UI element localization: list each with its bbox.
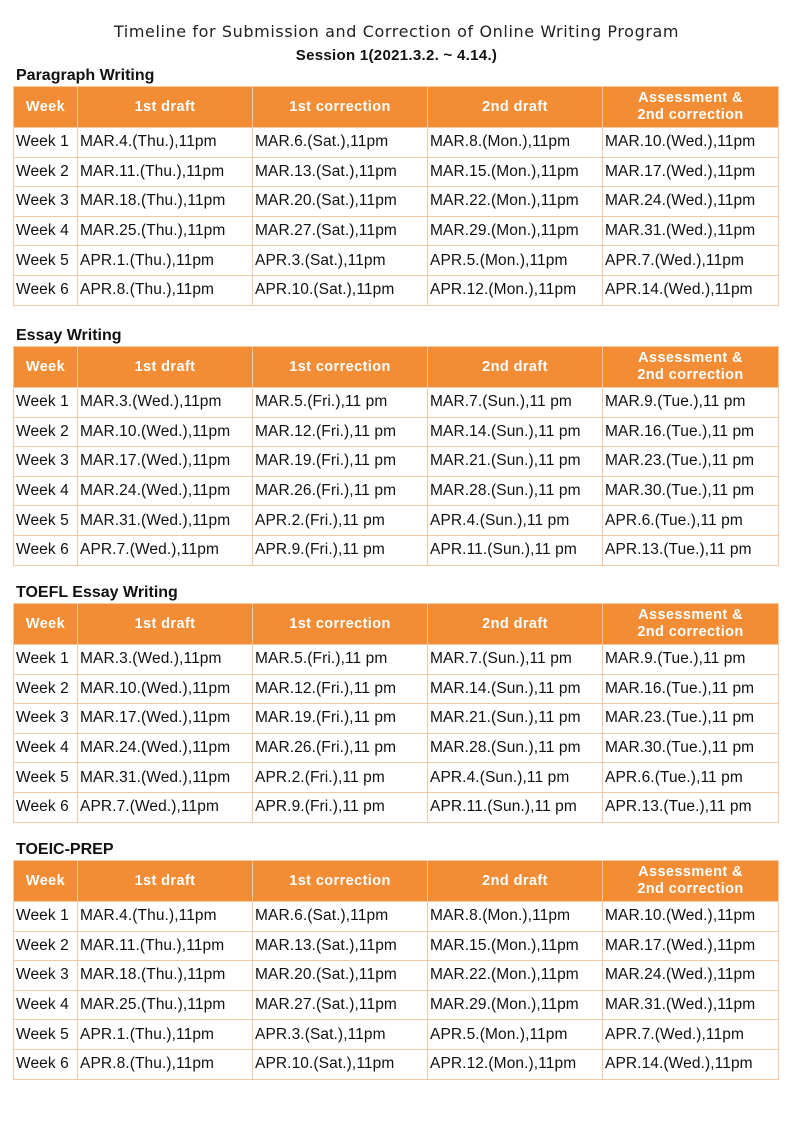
assessment-cell: MAR.10.(Wed.),11pm	[603, 902, 779, 932]
second-draft-cell: APR.11.(Sun.),11 pm	[428, 535, 603, 565]
assessment-header	[603, 347, 779, 388]
first-draft-cell: MAR.24.(Wed.),11pm	[78, 733, 253, 763]
table-row	[14, 645, 779, 675]
assessment-cell: APR.13.(Tue.),11 pm	[603, 792, 779, 822]
first-draft-cell: MAR.25.(Thu.),11pm	[78, 216, 253, 246]
first-correction-cell: APR.3.(Sat.),11pm	[253, 246, 428, 276]
first-correction-header: 1st correction	[253, 861, 428, 902]
second-draft-cell: APR.5.(Mon.),11pm	[428, 1020, 603, 1050]
assessment-header-line2: 2nd correction	[637, 624, 744, 640]
table-header-row	[14, 861, 779, 902]
second-draft-cell: APR.4.(Sun.),11 pm	[428, 506, 603, 536]
table-row	[14, 704, 779, 734]
second-draft-cell: MAR.29.(Mon.),11pm	[428, 990, 603, 1020]
table-header-row	[14, 87, 779, 128]
first-draft-cell: MAR.4.(Thu.),11pm	[78, 902, 253, 932]
table-row	[14, 535, 779, 565]
table-row	[14, 216, 779, 246]
second-draft-cell: MAR.14.(Sun.),11 pm	[428, 674, 603, 704]
first-correction-cell: MAR.5.(Fri.),11 pm	[253, 388, 428, 418]
week-cell: Week 4	[14, 990, 78, 1020]
second-draft-header: 2nd draft	[428, 347, 603, 388]
week-cell: Week 3	[14, 961, 78, 991]
first-draft-header: 1st draft	[78, 861, 253, 902]
second-draft-cell: MAR.21.(Sun.),11 pm	[428, 447, 603, 477]
first-draft-header: 1st draft	[78, 347, 253, 388]
first-draft-cell: MAR.18.(Thu.),11pm	[78, 961, 253, 991]
schedule-table	[13, 86, 779, 306]
section-title: TOEFL Essay Writing	[16, 584, 178, 601]
second-draft-cell: MAR.7.(Sun.),11 pm	[428, 645, 603, 675]
second-draft-cell: MAR.8.(Mon.),11pm	[428, 128, 603, 158]
second-draft-cell: APR.12.(Mon.),11pm	[428, 1049, 603, 1079]
section-title: TOEIC-PREP	[16, 841, 114, 858]
assessment-cell: MAR.16.(Tue.),11 pm	[603, 417, 779, 447]
assessment-cell: MAR.16.(Tue.),11 pm	[603, 674, 779, 704]
first-draft-cell: MAR.11.(Thu.),11pm	[78, 931, 253, 961]
second-draft-cell: MAR.28.(Sun.),11 pm	[428, 476, 603, 506]
second-draft-cell: MAR.21.(Sun.),11 pm	[428, 704, 603, 734]
table-row	[14, 187, 779, 217]
assessment-header-line2: 2nd correction	[637, 107, 744, 123]
assessment-cell: MAR.17.(Wed.),11pm	[603, 931, 779, 961]
first-correction-cell: MAR.12.(Fri.),11 pm	[253, 674, 428, 704]
second-draft-header: 2nd draft	[428, 861, 603, 902]
table-row	[14, 417, 779, 447]
second-draft-cell: MAR.14.(Sun.),11 pm	[428, 417, 603, 447]
first-draft-cell: APR.1.(Thu.),11pm	[78, 246, 253, 276]
first-draft-cell: APR.8.(Thu.),11pm	[78, 1049, 253, 1079]
second-draft-cell: APR.5.(Mon.),11pm	[428, 246, 603, 276]
second-draft-cell: MAR.29.(Mon.),11pm	[428, 216, 603, 246]
week-header: Week	[14, 347, 78, 388]
assessment-cell: MAR.23.(Tue.),11 pm	[603, 704, 779, 734]
week-header: Week	[14, 604, 78, 645]
first-draft-cell: APR.7.(Wed.),11pm	[78, 792, 253, 822]
assessment-header-line1: Assessment &	[638, 350, 743, 366]
second-draft-cell: MAR.7.(Sun.),11 pm	[428, 388, 603, 418]
first-correction-cell: MAR.27.(Sat.),11pm	[253, 990, 428, 1020]
first-draft-cell: MAR.25.(Thu.),11pm	[78, 990, 253, 1020]
table-row	[14, 763, 779, 793]
week-cell: Week 5	[14, 763, 78, 793]
assessment-header-line1: Assessment &	[638, 90, 743, 106]
table-row	[14, 674, 779, 704]
schedule-table	[13, 603, 779, 823]
section-title: Essay Writing	[16, 327, 122, 344]
week-cell: Week 4	[14, 476, 78, 506]
first-correction-cell: MAR.13.(Sat.),11pm	[253, 931, 428, 961]
assessment-cell: MAR.24.(Wed.),11pm	[603, 961, 779, 991]
first-correction-cell: MAR.20.(Sat.),11pm	[253, 187, 428, 217]
first-correction-cell: MAR.19.(Fri.),11 pm	[253, 704, 428, 734]
week-cell: Week 4	[14, 733, 78, 763]
second-draft-cell: APR.12.(Mon.),11pm	[428, 275, 603, 305]
first-draft-cell: MAR.3.(Wed.),11pm	[78, 388, 253, 418]
table-row	[14, 388, 779, 418]
first-correction-cell: MAR.12.(Fri.),11 pm	[253, 417, 428, 447]
week-cell: Week 1	[14, 902, 78, 932]
assessment-cell: MAR.10.(Wed.),11pm	[603, 128, 779, 158]
first-correction-cell: MAR.26.(Fri.),11 pm	[253, 733, 428, 763]
first-correction-cell: APR.9.(Fri.),11 pm	[253, 535, 428, 565]
assessment-header	[603, 861, 779, 902]
table-row	[14, 275, 779, 305]
first-draft-cell: MAR.10.(Wed.),11pm	[78, 417, 253, 447]
table-row	[14, 961, 779, 991]
first-draft-header: 1st draft	[78, 87, 253, 128]
second-draft-cell: MAR.28.(Sun.),11 pm	[428, 733, 603, 763]
week-cell: Week 3	[14, 704, 78, 734]
assessment-header	[603, 87, 779, 128]
week-cell: Week 1	[14, 128, 78, 158]
assessment-cell: APR.14.(Wed.),11pm	[603, 1049, 779, 1079]
assessment-cell: MAR.9.(Tue.),11 pm	[603, 645, 779, 675]
week-cell: Week 1	[14, 388, 78, 418]
first-draft-cell: MAR.31.(Wed.),11pm	[78, 506, 253, 536]
week-cell: Week 3	[14, 447, 78, 477]
first-correction-cell: MAR.6.(Sat.),11pm	[253, 902, 428, 932]
first-draft-cell: MAR.11.(Thu.),11pm	[78, 157, 253, 187]
schedule-table	[13, 860, 779, 1080]
assessment-cell: MAR.30.(Tue.),11 pm	[603, 476, 779, 506]
assessment-cell: APR.6.(Tue.),11 pm	[603, 506, 779, 536]
first-draft-cell: MAR.24.(Wed.),11pm	[78, 476, 253, 506]
week-cell: Week 6	[14, 1049, 78, 1079]
first-correction-header: 1st correction	[253, 87, 428, 128]
table-row	[14, 157, 779, 187]
first-draft-cell: MAR.3.(Wed.),11pm	[78, 645, 253, 675]
second-draft-cell: MAR.22.(Mon.),11pm	[428, 187, 603, 217]
assessment-header-line2: 2nd correction	[637, 881, 744, 897]
first-correction-cell: MAR.27.(Sat.),11pm	[253, 216, 428, 246]
table-row	[14, 931, 779, 961]
section-essay-writing	[13, 326, 778, 566]
week-cell: Week 6	[14, 535, 78, 565]
week-cell: Week 5	[14, 246, 78, 276]
section-toeic-prep	[13, 840, 778, 1080]
week-cell: Week 2	[14, 417, 78, 447]
second-draft-cell: MAR.15.(Mon.),11pm	[428, 931, 603, 961]
second-draft-cell: MAR.8.(Mon.),11pm	[428, 902, 603, 932]
section-toefl-essay-writing	[13, 583, 778, 823]
first-correction-cell: MAR.13.(Sat.),11pm	[253, 157, 428, 187]
week-cell: Week 2	[14, 674, 78, 704]
schedule-table	[13, 346, 779, 566]
assessment-cell: MAR.30.(Tue.),11 pm	[603, 733, 779, 763]
assessment-header-line1: Assessment &	[638, 607, 743, 623]
first-draft-cell: APR.1.(Thu.),11pm	[78, 1020, 253, 1050]
first-correction-header: 1st correction	[253, 347, 428, 388]
table-row	[14, 128, 779, 158]
first-draft-cell: MAR.17.(Wed.),11pm	[78, 704, 253, 734]
table-row	[14, 792, 779, 822]
assessment-cell: APR.7.(Wed.),11pm	[603, 246, 779, 276]
first-draft-cell: MAR.4.(Thu.),11pm	[78, 128, 253, 158]
first-correction-cell: APR.2.(Fri.),11 pm	[253, 763, 428, 793]
first-draft-cell: MAR.31.(Wed.),11pm	[78, 763, 253, 793]
page-title: Timeline for Submission and Correction of Online Writing Program	[113, 22, 680, 41]
week-cell: Week 6	[14, 792, 78, 822]
week-cell: Week 1	[14, 645, 78, 675]
table-header-row	[14, 347, 779, 388]
assessment-cell: APR.6.(Tue.),11 pm	[603, 763, 779, 793]
table-row	[14, 476, 779, 506]
week-header: Week	[14, 87, 78, 128]
assessment-header-line2: 2nd correction	[637, 367, 744, 383]
assessment-header	[603, 604, 779, 645]
week-cell: Week 3	[14, 187, 78, 217]
table-row	[14, 733, 779, 763]
first-correction-cell: MAR.19.(Fri.),11 pm	[253, 447, 428, 477]
week-cell: Week 5	[14, 506, 78, 536]
section-paragraph-writing	[13, 66, 778, 306]
week-cell: Week 4	[14, 216, 78, 246]
second-draft-cell: APR.4.(Sun.),11 pm	[428, 763, 603, 793]
first-correction-cell: MAR.6.(Sat.),11pm	[253, 128, 428, 158]
assessment-cell: MAR.17.(Wed.),11pm	[603, 157, 779, 187]
first-correction-cell: MAR.20.(Sat.),11pm	[253, 961, 428, 991]
assessment-header-line1: Assessment &	[638, 864, 743, 880]
assessment-cell: MAR.31.(Wed.),11pm	[603, 216, 779, 246]
table-row	[14, 990, 779, 1020]
first-draft-header: 1st draft	[78, 604, 253, 645]
first-correction-cell: APR.10.(Sat.),11pm	[253, 1049, 428, 1079]
table-row	[14, 506, 779, 536]
first-correction-cell: APR.10.(Sat.),11pm	[253, 275, 428, 305]
table-row	[14, 1020, 779, 1050]
first-correction-cell: APR.2.(Fri.),11 pm	[253, 506, 428, 536]
first-correction-cell: MAR.5.(Fri.),11 pm	[253, 645, 428, 675]
section-title: Paragraph Writing	[16, 67, 155, 84]
table-row	[14, 246, 779, 276]
table-header-row	[14, 604, 779, 645]
first-draft-cell: APR.8.(Thu.),11pm	[78, 275, 253, 305]
assessment-cell: APR.7.(Wed.),11pm	[603, 1020, 779, 1050]
assessment-cell: MAR.24.(Wed.),11pm	[603, 187, 779, 217]
first-draft-cell: MAR.18.(Thu.),11pm	[78, 187, 253, 217]
week-cell: Week 5	[14, 1020, 78, 1050]
week-cell: Week 2	[14, 157, 78, 187]
first-correction-cell: APR.9.(Fri.),11 pm	[253, 792, 428, 822]
first-draft-cell: MAR.10.(Wed.),11pm	[78, 674, 253, 704]
week-cell: Week 6	[14, 275, 78, 305]
assessment-cell: APR.13.(Tue.),11 pm	[603, 535, 779, 565]
second-draft-cell: MAR.22.(Mon.),11pm	[428, 961, 603, 991]
week-header: Week	[14, 861, 78, 902]
assessment-cell: APR.14.(Wed.),11pm	[603, 275, 779, 305]
second-draft-header: 2nd draft	[428, 604, 603, 645]
assessment-cell: MAR.31.(Wed.),11pm	[603, 990, 779, 1020]
assessment-cell: MAR.9.(Tue.),11 pm	[603, 388, 779, 418]
first-correction-cell: MAR.26.(Fri.),11 pm	[253, 476, 428, 506]
table-row	[14, 902, 779, 932]
second-draft-cell: MAR.15.(Mon.),11pm	[428, 157, 603, 187]
first-correction-cell: APR.3.(Sat.),11pm	[253, 1020, 428, 1050]
table-row	[14, 447, 779, 477]
first-draft-cell: MAR.17.(Wed.),11pm	[78, 447, 253, 477]
week-cell: Week 2	[14, 931, 78, 961]
first-draft-cell: APR.7.(Wed.),11pm	[78, 535, 253, 565]
second-draft-header: 2nd draft	[428, 87, 603, 128]
first-correction-header: 1st correction	[253, 604, 428, 645]
table-row	[14, 1049, 779, 1079]
second-draft-cell: APR.11.(Sun.),11 pm	[428, 792, 603, 822]
session-subtitle: Session 1(2021.3.2. ~ 4.14.)	[295, 47, 498, 64]
assessment-cell: MAR.23.(Tue.),11 pm	[603, 447, 779, 477]
